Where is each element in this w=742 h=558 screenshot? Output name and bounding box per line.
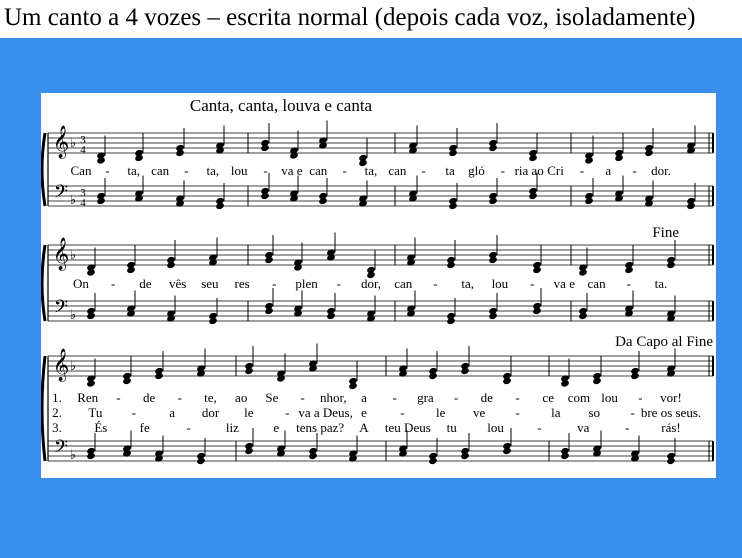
slide-title: Um canto a 4 vozes – escrita normal (depois cada voz, isoladamente) bbox=[4, 4, 696, 31]
system-3-lyric-verse-1-word: vor! bbox=[660, 390, 682, 405]
system-3-lyric-verse-1-word: com bbox=[567, 390, 591, 405]
system-1-lyric-word: - bbox=[184, 163, 189, 178]
system-2-lyric-word: plen bbox=[295, 276, 318, 291]
system-2-brace bbox=[42, 245, 45, 321]
song-title: Canta, canta, louva e canta bbox=[189, 96, 373, 115]
system-1-lyric-word: can bbox=[309, 163, 328, 178]
system-3-lyric-verse-2-word: bre os seus. bbox=[640, 405, 702, 420]
system-3-lyric-verse-1-word: te, bbox=[204, 390, 217, 405]
system-1-bass-time-top: 3 bbox=[80, 187, 86, 199]
system-1-lyric-word: gló bbox=[468, 163, 485, 178]
system-1-bass-clef: 𝄢 bbox=[53, 181, 69, 206]
system-1-lyric-word: ta bbox=[445, 163, 455, 178]
system-2-lyric-word: va e bbox=[553, 276, 575, 291]
system-3-lyric-verse-2-word: Tu bbox=[88, 405, 103, 420]
system-3-lyric-verse-2-word: a bbox=[169, 405, 176, 420]
system-1-lyric-word: can bbox=[388, 163, 407, 178]
system-3-lyric-verse-2-word: - bbox=[400, 405, 405, 420]
slide-title-bar bbox=[0, 0, 742, 38]
system-3-lyric-verse-1-word: - bbox=[392, 390, 397, 405]
system-3-lyric-verse-1-word: a bbox=[361, 390, 367, 405]
system-3-lyric-verse-1-word: - bbox=[515, 390, 520, 405]
system-1-lyric-word: can bbox=[151, 163, 170, 178]
system-1-treble-key-flat: ♭ bbox=[69, 135, 77, 150]
score-svg bbox=[41, 93, 716, 478]
system-3-lyric-verse-2-word: so bbox=[588, 405, 601, 420]
system-3-lyric-verse-1-word: de bbox=[480, 390, 493, 405]
system-3-lyric-verse-1-word: de bbox=[142, 390, 156, 405]
system-3-lyric-verse-3-word: És bbox=[94, 420, 108, 435]
system-3-treble-clef: 𝄞 bbox=[52, 350, 70, 381]
system-2-lyric-word: - bbox=[336, 276, 341, 291]
system-2-lyric-word: can bbox=[587, 276, 606, 291]
system-3-lyric-verse-1-word: nhor, bbox=[320, 390, 347, 405]
system-3-bass-clef: 𝄢 bbox=[53, 436, 69, 461]
system-2-lyric-word: ta. bbox=[654, 276, 668, 291]
system-1-lyric-word: ta, bbox=[206, 163, 220, 178]
da-capo-marking: Da Capo al Fine bbox=[615, 334, 713, 350]
system-2-lyric-word: ta, bbox=[461, 276, 474, 291]
system-1-lyric-word: va e bbox=[281, 163, 303, 178]
system-1-lyric-word: Can bbox=[70, 163, 92, 178]
system-1-treble-clef: 𝄞 bbox=[52, 127, 70, 158]
system-3-lyric-verse-1-word: gra bbox=[417, 390, 434, 405]
system-3-lyric-verse-1-word: - bbox=[116, 390, 121, 405]
system-3-brace bbox=[42, 356, 45, 461]
fine-marking: Fine bbox=[652, 225, 679, 241]
system-3-lyric-verse-3-word: 3. bbox=[52, 420, 62, 435]
system-3-bass-key-flat: ♭ bbox=[69, 447, 77, 462]
system-2-lyric-word: - bbox=[111, 276, 116, 291]
system-1-lyric-word: ria ao bbox=[514, 163, 544, 178]
system-2-lyric-word: res bbox=[234, 276, 250, 291]
system-3-lyric-verse-2-word: 2. bbox=[52, 405, 62, 420]
system-1-brace bbox=[42, 133, 45, 206]
system-1-lyric-word: Cri bbox=[547, 163, 564, 178]
system-1-lyric-word: ta, bbox=[127, 163, 141, 178]
system-3-lyric-verse-3-word: tu bbox=[446, 420, 457, 435]
system-2-lyric-word: dor, bbox=[360, 276, 382, 291]
system-3-lyric-verse-3-word: - bbox=[186, 420, 191, 435]
system-3-lyric-verse-1-word: ao bbox=[235, 390, 248, 405]
system-3-lyric-verse-3-word: va bbox=[577, 420, 590, 435]
system-3-lyric-verse-2-word: e bbox=[361, 405, 367, 420]
system-2-lyric-word: - bbox=[529, 276, 535, 291]
system-2-treble-key-flat: ♭ bbox=[69, 247, 77, 262]
system-3-lyric-verse-1-word: - bbox=[453, 390, 459, 405]
system-3-lyric-verse-3-word: fe bbox=[139, 420, 150, 435]
system-1-time-bottom: 4 bbox=[80, 144, 86, 156]
system-1-lyric-word: - bbox=[500, 163, 505, 178]
system-2-lyric-word: can bbox=[394, 276, 413, 291]
system-1-lyric-word: dor. bbox=[651, 163, 671, 178]
system-2-lyric-word: seu bbox=[201, 276, 219, 291]
system-3-lyric-verse-3-word: A bbox=[359, 420, 369, 435]
system-3-lyric-verse-2-word: ve bbox=[472, 405, 486, 420]
system-1-lyric-word: - bbox=[421, 163, 426, 178]
system-1-time-top: 3 bbox=[80, 134, 86, 146]
system-2-lyric-word: de bbox=[139, 276, 152, 291]
music-sheet bbox=[41, 93, 716, 478]
system-2-lyric-word: - bbox=[626, 276, 631, 291]
system-3-lyric-verse-3-word: - bbox=[624, 420, 630, 435]
system-3-lyric-verse-2-word: - bbox=[285, 405, 290, 420]
system-3-lyric-verse-3-word: - bbox=[537, 420, 542, 435]
system-1-bass-time-bottom: 4 bbox=[80, 197, 86, 209]
system-2-lyric-word: - bbox=[272, 276, 277, 291]
system-1-lyric-word: - bbox=[579, 163, 585, 178]
system-3-lyric-verse-1-word: - bbox=[638, 390, 643, 405]
system-1-lyric-word: - bbox=[263, 163, 268, 178]
system-3-lyric-verse-3-word: rás! bbox=[661, 420, 681, 435]
system-3-lyric-verse-2-word: la bbox=[551, 405, 561, 420]
system-2-lyric-word: vês bbox=[168, 276, 187, 291]
system-3-lyric-verse-2-word: dor bbox=[201, 405, 220, 420]
system-3-lyric-verse-2-word: - bbox=[515, 405, 520, 420]
system-1-lyric-word: lou bbox=[230, 163, 248, 178]
system-2-bass-key-flat: ♭ bbox=[69, 307, 77, 322]
system-2-lyric-word: - bbox=[433, 276, 438, 291]
system-3-lyric-verse-2-word: le bbox=[436, 405, 446, 420]
system-3-lyric-verse-3-word: tens paz? bbox=[296, 420, 345, 435]
system-2-lyric-word: lou bbox=[491, 276, 509, 291]
system-3-lyric-verse-1-word: Se bbox=[265, 390, 279, 405]
system-3-lyric-verse-1-word: - bbox=[300, 390, 305, 405]
system-1-lyric-word: ta, bbox=[364, 163, 378, 178]
system-3-lyric-verse-2-word: le bbox=[244, 405, 254, 420]
system-3-lyric-verse-3-word: teu Deus bbox=[384, 420, 431, 435]
system-3-lyric-verse-3-word: liz bbox=[225, 420, 239, 435]
system-3-lyric-verse-2-word: va a Deus, bbox=[298, 405, 353, 420]
system-2-bass-clef: 𝄢 bbox=[53, 296, 69, 321]
system-3-lyric-verse-1-word: lou bbox=[601, 390, 618, 405]
system-1-lyric-word: - bbox=[632, 163, 637, 178]
system-1-bass-key-flat: ♭ bbox=[69, 192, 77, 207]
system-3-lyric-verse-1-word: Ren bbox=[77, 390, 99, 405]
system-1-lyric-word: a bbox=[605, 163, 612, 178]
system-3-lyric-verse-1-word: ce bbox=[542, 390, 554, 405]
system-1-lyric-word: - bbox=[105, 163, 110, 178]
system-3-lyric-verse-3-word: e bbox=[273, 420, 280, 435]
music-systems bbox=[42, 121, 713, 466]
system-1-lyric-word: - bbox=[342, 163, 347, 178]
system-3-lyric-verse-1-word: 1. bbox=[52, 390, 62, 405]
system-3-lyric-verse-1-word: - bbox=[177, 390, 182, 405]
system-2-lyric-word: On bbox=[73, 276, 89, 291]
system-3-lyric-verse-2-word: - bbox=[131, 405, 136, 420]
system-2-treble-clef: 𝄞 bbox=[52, 239, 70, 270]
system-3-treble-key-flat: ♭ bbox=[69, 358, 77, 373]
system-3-lyric-verse-3-word: lou bbox=[487, 420, 504, 435]
system-3-lyric-verse-2-word: - bbox=[630, 405, 635, 420]
